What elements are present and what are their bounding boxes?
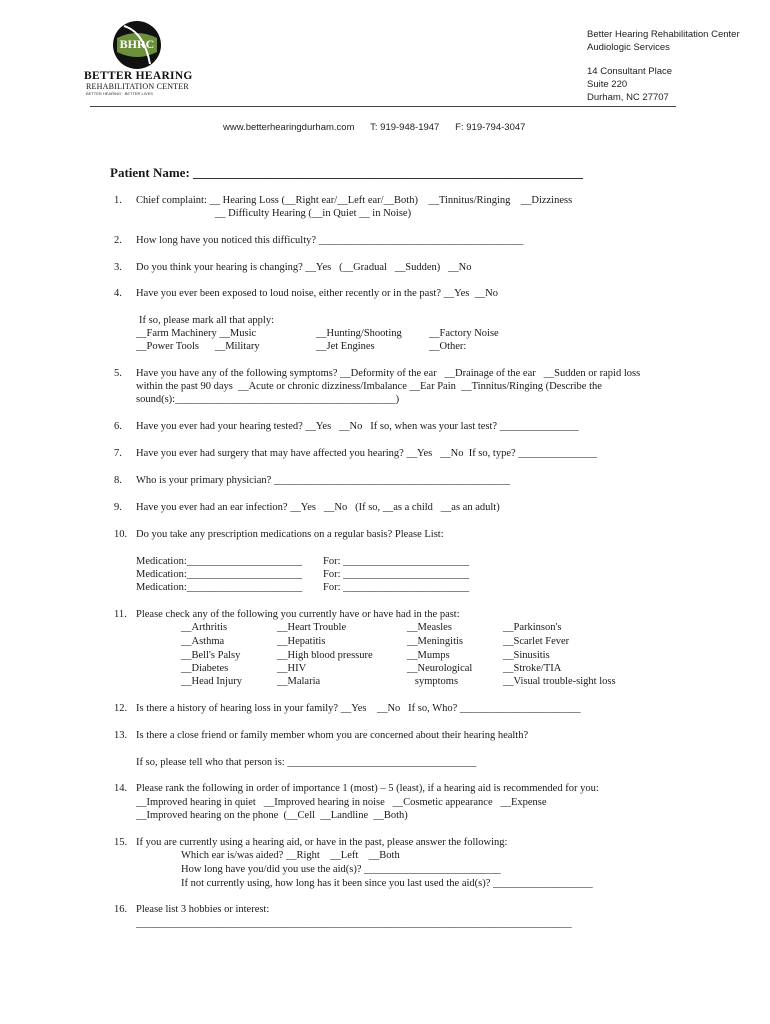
patient-name-field[interactable]: Patient Name: ____________________________________________________________ <box>110 165 584 180</box>
logo-line1: BETTER HEARING <box>84 70 193 82</box>
logo-line3: BETTER HEARING · BETTER LIVES <box>86 91 153 96</box>
q2-number: 2. <box>114 235 122 246</box>
q8-text[interactable]: Who is your primary physician? _____________________________________________ <box>136 475 511 486</box>
q4-noise-col3-row2[interactable]: __Other: <box>429 341 467 352</box>
q1-text[interactable]: Chief complaint: __ Hearing Loss (__Right ear/__Left ear/__Both) __Tinnitus/Ringing __Dizziness <box>136 195 573 206</box>
q10-number: 10. <box>114 529 128 540</box>
condition-stroke-tia[interactable]: __Stroke/TIA <box>503 663 562 674</box>
q5-text-line1[interactable]: Have you have any of the following symptoms? __Deformity of the ear __Drainage of the ear __Sudden or rapid loss <box>136 368 641 379</box>
address-suite: Suite 220 <box>587 79 628 90</box>
condition-diabetes[interactable]: __Diabetes <box>181 663 229 674</box>
medication-field-2[interactable]: Medication:______________________ <box>136 569 303 580</box>
condition-measles[interactable]: __Measles <box>407 622 452 633</box>
condition-asthma[interactable]: __Asthma <box>181 636 225 647</box>
condition-heart-trouble[interactable]: __Heart Trouble <box>277 622 347 633</box>
logo <box>84 18 194 96</box>
condition-neurological[interactable]: __Neurological <box>407 663 473 674</box>
q13-number: 13. <box>114 730 128 741</box>
q14-text-line3[interactable]: __Improved hearing on the phone (__Cell __Landline __Both) <box>136 810 408 821</box>
clinic-name: Better Hearing Rehabilitation Center <box>587 29 740 40</box>
q4-noise-col2-row1[interactable]: __Hunting/Shooting <box>316 328 402 339</box>
q11-number: 11. <box>114 609 127 620</box>
q4-sub-intro: If so, please mark all that apply: <box>139 315 274 326</box>
q5-text-line2[interactable]: within the past 90 days __Acute or chronic dizziness/Imbalance __Ear Pain __Tinnitus/Ringing (Describe the <box>136 381 602 392</box>
q7-number: 7. <box>114 448 122 459</box>
medication-for-field-3[interactable]: For: ________________________ <box>323 582 470 593</box>
condition-hiv[interactable]: __HIV <box>277 663 307 674</box>
condition-parkinsons[interactable]: __Parkinson's <box>503 622 562 633</box>
q16-hobbies-field[interactable]: ___________________________________________________________________________________ <box>136 918 572 929</box>
condition-sinusitis[interactable]: __Sinusitis <box>503 650 550 661</box>
q5-number: 5. <box>114 368 122 379</box>
q15-duration[interactable]: How long have you/did you use the aid(s)? __________________________ <box>181 864 501 875</box>
q3-text[interactable]: Do you think your hearing is changing? __Yes (__Gradual __Sudden) __No <box>136 262 472 273</box>
q8-number: 8. <box>114 475 122 486</box>
q6-text[interactable]: Have you ever had your hearing tested? __Yes __No If so, when was your last test? _______________ <box>136 421 579 432</box>
q5-text-line3[interactable]: sound(s):__________________________________________) <box>136 394 400 405</box>
q14-text-line2[interactable]: __Improved hearing in quiet __Improved hearing in noise __Cosmetic appearance __Expense <box>136 797 547 808</box>
logo-line2: REHABILITATION CENTER <box>86 82 189 91</box>
contact-line: www.betterhearingdurham.com T: 919-948-1947 F: 919-794-3047 <box>223 122 526 133</box>
medication-for-field-2[interactable]: For: ________________________ <box>323 569 470 580</box>
q15-ear-aided[interactable]: Which ear is/was aided? __Right __Left __Both <box>181 850 400 861</box>
q4-noise-col3-row1[interactable]: __Factory Noise <box>429 328 499 339</box>
q13-text: Is there a close friend or family member whom you are concerned about their hearing health? <box>136 730 529 741</box>
q1-number: 1. <box>114 195 122 206</box>
q2-text[interactable]: How long have you noticed this difficulty? _______________________________________ <box>136 235 524 246</box>
q13-followup-field[interactable]: If so, please tell who that person is: ____________________________________ <box>136 757 477 768</box>
q4-text[interactable]: Have you ever been exposed to loud noise, either recently or in the past? __Yes __No <box>136 288 498 299</box>
q16-number: 16. <box>114 904 128 915</box>
q4-noise-col1-row1[interactable]: __Farm Machinery __Music <box>136 328 257 339</box>
medication-field-3[interactable]: Medication:______________________ <box>136 582 303 593</box>
condition-visual-trouble[interactable]: __Visual trouble-sight loss <box>503 676 616 687</box>
q7-text[interactable]: Have you ever had surgery that may have affected you hearing? __Yes __No If so, type? _______________ <box>136 448 598 459</box>
q6-number: 6. <box>114 421 122 432</box>
condition-arthritis[interactable]: __Arthritis <box>181 622 228 633</box>
condition-neurological-cont: symptoms <box>407 676 459 687</box>
logo-mark-text: BHRC <box>119 37 155 51</box>
condition-hepatitis[interactable]: __Hepatitis <box>277 636 326 647</box>
q9-text[interactable]: Have you ever had an ear infection? __Yes __No (If so, __as a child __as an adult) <box>136 502 500 513</box>
medication-field-1[interactable]: Medication:______________________ <box>136 556 303 567</box>
q14-number: 14. <box>114 783 128 794</box>
q1-text-line2[interactable]: __ Difficulty Hearing (__in Quiet __ in Noise) <box>215 208 412 219</box>
header-divider <box>90 106 676 107</box>
q4-number: 4. <box>114 288 122 299</box>
q4-noise-col1-row2[interactable]: __Power Tools __Military <box>136 341 260 352</box>
address-city: Durham, NC 27707 <box>587 92 669 103</box>
q11-text: Please check any of the following you currently have or have had in the past: <box>136 609 460 620</box>
medication-for-field-1[interactable]: For: ________________________ <box>323 556 470 567</box>
q9-number: 9. <box>114 502 122 513</box>
condition-malaria[interactable]: __Malaria <box>277 676 321 687</box>
q15-text: If you are currently using a hearing aid, or have in the past, please answer the following: <box>136 837 508 848</box>
q3-number: 3. <box>114 262 122 273</box>
condition-bells-palsy[interactable]: __Bell's Palsy <box>181 650 241 661</box>
condition-meningitis[interactable]: __Meningitis <box>407 636 464 647</box>
q15-last-used[interactable]: If not currently using, how long has it been since you last used the aid(s)? ___________________ <box>181 878 593 889</box>
condition-high-blood-pressure[interactable]: __High blood pressure <box>277 650 373 661</box>
address-street: 14 Consultant Place <box>587 66 673 77</box>
condition-mumps[interactable]: __Mumps <box>407 650 450 661</box>
q4-noise-col2-row2[interactable]: __Jet Engines <box>316 341 375 352</box>
q15-number: 15. <box>114 837 128 848</box>
condition-scarlet-fever[interactable]: __Scarlet Fever <box>503 636 570 647</box>
q12-text[interactable]: Is there a history of hearing loss in your family? __Yes __No If so, Who? _______________________ <box>136 703 581 714</box>
q10-text: Do you take any prescription medications on a regular basis? Please List: <box>136 529 444 540</box>
q12-number: 12. <box>114 703 128 714</box>
q16-text: Please list 3 hobbies or interest: <box>136 904 270 915</box>
clinic-department: Audiologic Services <box>587 42 670 53</box>
q14-text-line1: Please rank the following in order of importance 1 (most) – 5 (least), if a hearing aid is recommended for you: <box>136 783 599 794</box>
condition-head-injury[interactable]: __Head Injury <box>181 676 242 687</box>
